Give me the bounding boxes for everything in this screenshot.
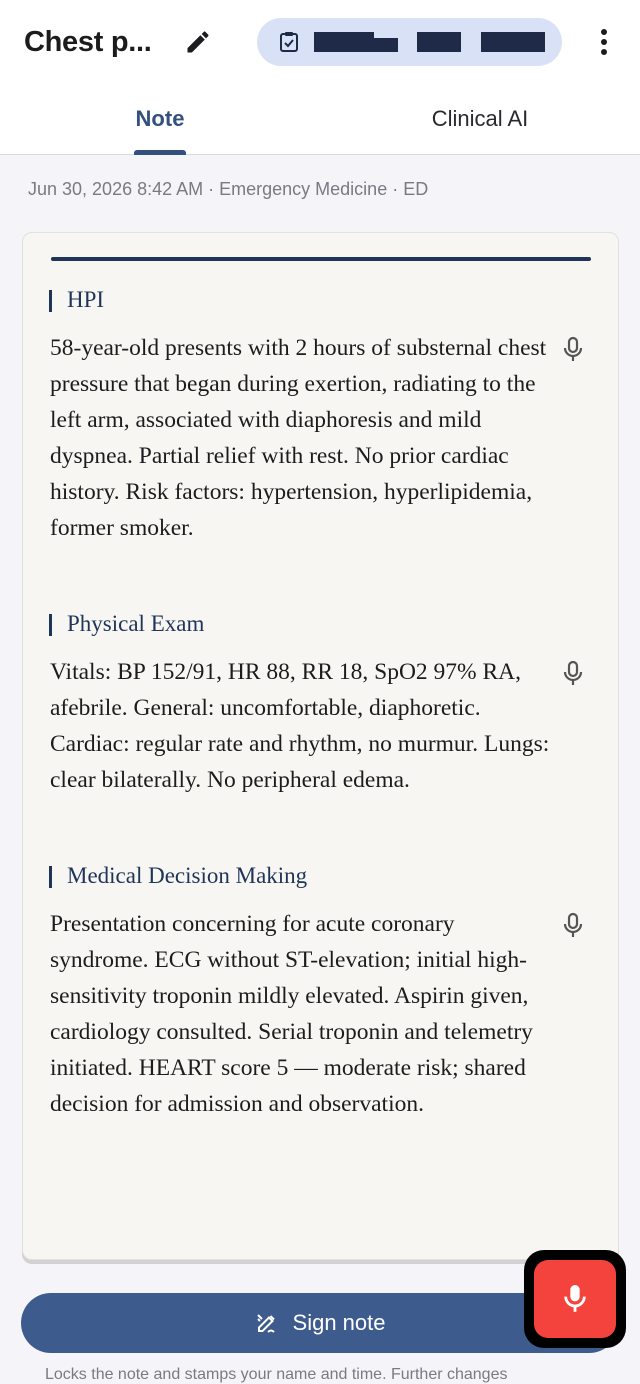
note-title[interactable]: Chest p...: [24, 26, 152, 58]
sign-note-footnote: Locks the note and stamps your name and time. Further changes: [45, 1366, 508, 1383]
section-body-physical-exam[interactable]: Vitals: BP 152/91, HR 88, RR 18, SpO2 97% RA, afebrile. General: uncomfortable, diaphoretic. Cardiac: regular rate and rhythm, no murmur. Lungs: clear bilaterally. No peripheral edema.: [50, 659, 550, 793]
tab-note[interactable]: Note: [135, 106, 185, 131]
redacted-text: [314, 32, 374, 52]
kebab-menu-icon[interactable]: [590, 26, 618, 58]
status-pill[interactable]: [257, 18, 562, 66]
microphone-icon: [561, 1282, 589, 1316]
sign-note-label: Sign note: [292, 1310, 386, 1335]
record-mic-button-inner[interactable]: [534, 1260, 616, 1338]
tab-clinical-ai[interactable]: Clinical AI: [431, 106, 529, 131]
section-title-medical-decision-making: Medical Decision Making: [49, 863, 307, 889]
record-mic-button[interactable]: [524, 1250, 626, 1348]
app-header: [0, 0, 640, 155]
note-meta: Jun 30, 2026 8:42 AM · Emergency Medicine · ED: [28, 179, 429, 199]
microphone-icon[interactable]: [561, 912, 585, 940]
clipboard-check-icon: [277, 30, 301, 54]
note-card: [22, 232, 619, 1260]
pencil-icon[interactable]: [184, 28, 212, 56]
active-tab-indicator: [134, 150, 186, 155]
redacted-text: [481, 32, 545, 52]
card-divider: [51, 257, 591, 261]
microphone-icon[interactable]: [561, 336, 585, 364]
section-title-physical-exam: Physical Exam: [49, 611, 204, 637]
signature-pen-icon: [255, 1311, 279, 1335]
redacted-text: [417, 32, 461, 52]
section-title-hpi: HPI: [49, 287, 104, 313]
section-body-medical-decision-making[interactable]: Presentation concerning for acute coronary syndrome. ECG without ST-elevation; initial high-sensitivity troponin mildly elevated. Aspirin given, cardiology consulted. Serial troponin and telemetry initiated. HEART score 5 — moderate risk; shared decision for admission and observation.: [50, 911, 533, 1117]
microphone-icon[interactable]: [561, 660, 585, 688]
section-body-hpi[interactable]: 58-year-old presents with 2 hours of substernal chest pressure that began during exertion, radiating to the left arm, associated with diaphoresis and mild dyspnea. Partial relief with rest. No prior cardiac history. Risk factors: hypertension, hyperlipidemia, former smoker.: [50, 335, 547, 541]
redacted-text: [374, 38, 398, 52]
